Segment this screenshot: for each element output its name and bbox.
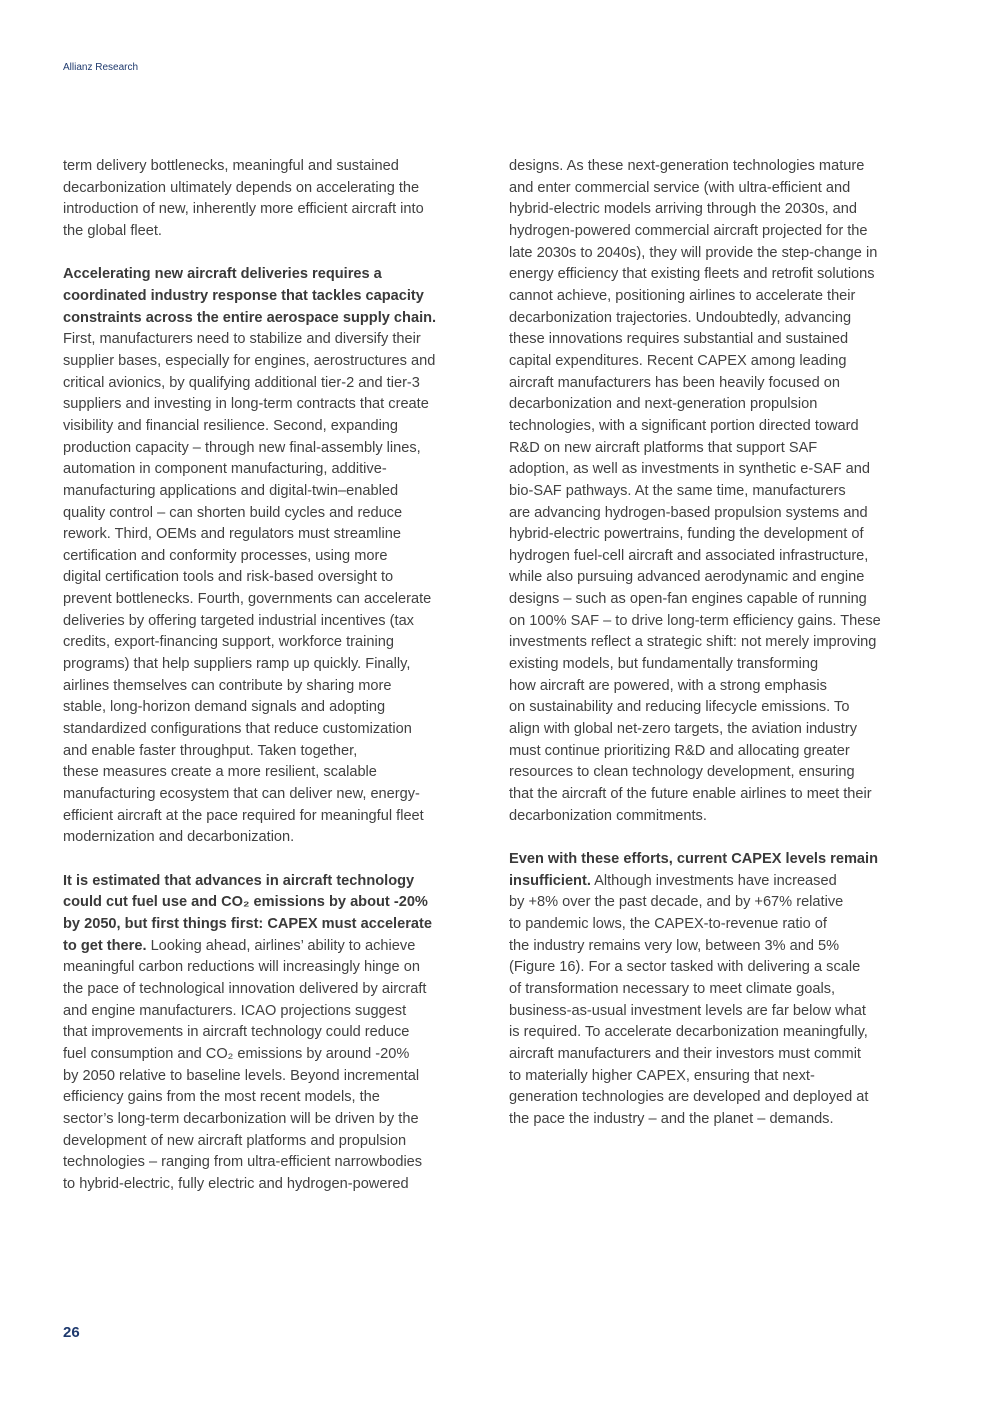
body-text: adoption, as well as investments in synthetic e-SAF and [509, 461, 870, 478]
text-line [509, 438, 929, 460]
text-line [509, 892, 929, 914]
bold-lead-text: Accelerating new aircraft deliveries requires a [63, 266, 382, 283]
text-line [509, 178, 929, 200]
body-text: investments reflect a strategic shift: not merely improving [509, 634, 877, 651]
body-text: suppliers and investing in long-term contracts that create [63, 396, 429, 413]
body-text: Looking ahead, airlines’ ability to achieve [146, 937, 416, 954]
text-line [509, 957, 929, 979]
text-line [63, 524, 483, 546]
text-line [509, 676, 929, 698]
body-text: while also pursuing advanced aerodynamic and engine [509, 569, 865, 586]
body-text: the pace the industry – and the planet – demands. [509, 1110, 834, 1127]
body-text: deliveries by offering targeted industrial incentives (tax [63, 612, 414, 629]
body-text: visibility and financial resilience. Second, expanding [63, 417, 399, 434]
text-line [63, 1152, 483, 1174]
body-text: are advancing hydrogen-based propulsion systems and [509, 504, 868, 521]
text-line [63, 697, 483, 719]
body-text: and enable faster throughput. Taken together, [63, 742, 358, 759]
text-line [63, 762, 483, 784]
body-text: rework. Third, OEMs and regulators must streamline [63, 526, 401, 543]
text-line [509, 1109, 929, 1131]
body-text: technologies – ranging from ultra-efficient narrowbodies [63, 1154, 423, 1171]
body-text: to materially higher CAPEX, ensuring that next- [509, 1067, 815, 1084]
text-line [509, 481, 929, 503]
body-text: align with global net-zero targets, the aviation industry [509, 721, 858, 738]
body-text: energy efficiency that existing fleets and retrofit solutions [509, 266, 875, 283]
body-text: designs – such as open-fan engines capable of running [509, 591, 867, 608]
text-line [63, 936, 483, 958]
body-text: generation technologies are developed and deployed at [509, 1089, 869, 1106]
body-text: programs) that help suppliers ramp up quickly. Finally, [63, 656, 411, 673]
body-text: digital certification tools and risk-based oversight to [63, 569, 394, 586]
body-text: technologies, with a significant portion directed toward [509, 417, 859, 434]
left-column [63, 156, 483, 1196]
text-line [509, 1044, 929, 1066]
text-line [63, 589, 483, 611]
text-line [63, 957, 483, 979]
text-line [63, 1022, 483, 1044]
body-text: stable, long-horizon demand signals and adopting [63, 699, 386, 716]
body-text: the industry remains very low, between 3% and 5% [509, 937, 840, 954]
body-text: R&D on new aircraft platforms that support SAF [509, 439, 818, 456]
body-text: decarbonization ultimately depends on accelerating the [63, 179, 420, 196]
text-line [63, 481, 483, 503]
body-text: resources to clean technology development, ensuring [509, 764, 855, 781]
text-line [509, 654, 929, 676]
text-line [63, 459, 483, 481]
body-text: by +8% over the past decade, and by +67% relative [509, 894, 844, 911]
body-text: manufacturing ecosystem that can deliver new, energy- [63, 786, 420, 803]
text-line [509, 546, 929, 568]
body-text: production capacity – through new final-assembly lines, [63, 439, 421, 456]
text-line [63, 784, 483, 806]
bold-lead-text: insufficient. [509, 872, 591, 889]
body-text: of transformation necessary to meet climate goals, [509, 980, 836, 997]
text-line [63, 1087, 483, 1109]
text-line [63, 1001, 483, 1023]
text-line [63, 611, 483, 633]
text-line [509, 914, 929, 936]
text-line [63, 892, 483, 914]
body-text: supplier bases, especially for engines, aerostructures and [63, 352, 436, 369]
text-line [509, 697, 929, 719]
text-line [509, 589, 929, 611]
body-text: hybrid-electric powertrains, funding the development of [509, 526, 864, 543]
text-line [509, 286, 929, 308]
text-line [63, 264, 483, 286]
body-text: aircraft manufacturers and their investors must commit [509, 1045, 861, 1062]
body-text: to hybrid-electric, fully electric and hydrogen-powered [63, 1175, 409, 1192]
right-column [509, 156, 929, 1131]
text-line [509, 416, 929, 438]
text-line [63, 351, 483, 373]
body-text: bio-SAF pathways. At the same time, manufacturers [509, 482, 846, 499]
text-line [63, 199, 483, 221]
body-text: fuel consumption and CO₂ emissions by around -20% [63, 1045, 410, 1062]
body-text: decarbonization trajectories. Undoubtedly, advancing [509, 309, 852, 326]
body-text: how aircraft are powered, with a strong emphasis [509, 677, 827, 694]
text-line [63, 503, 483, 525]
body-text: decarbonization and next-generation propulsion [509, 396, 818, 413]
text-line [63, 676, 483, 698]
body-text: decarbonization commitments. [509, 807, 707, 824]
body-text: designs. As these next-generation technologies mature [509, 158, 865, 174]
body-text: sector’s long-term decarbonization will be driven by the [63, 1110, 419, 1127]
body-text: that improvements in aircraft technology could reduce [63, 1024, 410, 1041]
text-line [63, 1174, 483, 1196]
text-line [509, 1087, 929, 1109]
text-line [509, 849, 929, 871]
bold-lead-text: constraints across the entire aerospace supply chain. [63, 309, 437, 326]
body-text: and enter commercial service (with ultra-efficient and [509, 179, 851, 196]
body-text: hydrogen fuel-cell aircraft and associated infrastructure, [509, 547, 869, 564]
body-text: modernization and decarbonization. [63, 829, 295, 846]
text-line [63, 1131, 483, 1153]
text-line [63, 741, 483, 763]
text-line [509, 936, 929, 958]
body-text: by 2050 relative to baseline levels. Beyond incremental [63, 1067, 420, 1084]
text-line [63, 806, 483, 828]
text-line [509, 741, 929, 763]
text-line [63, 329, 483, 351]
text-line [509, 806, 929, 828]
text-line [509, 719, 929, 741]
body-text: efficiency gains from the most recent models, the [63, 1089, 380, 1106]
body-text: that the aircraft of the future enable airlines to meet their [509, 786, 872, 803]
text-line [509, 979, 929, 1001]
body-text: the pace of technological innovation delivered by aircraft [63, 980, 427, 997]
body-text: to pandemic lows, the CAPEX-to-revenue ratio of [509, 915, 827, 932]
body-text: is required. To accelerate decarbonization meaningfully, [509, 1024, 868, 1041]
body-text: meaningful carbon reductions will increasingly hinge on [63, 959, 420, 976]
body-text: must continue prioritizing R&D and allocating greater [509, 742, 850, 759]
text-line [63, 979, 483, 1001]
body-text: and engine manufacturers. ICAO projections suggest [63, 1002, 407, 1019]
text-line [63, 871, 483, 893]
text-line [509, 243, 929, 265]
text-line [509, 827, 929, 849]
text-line [509, 373, 929, 395]
running-header: Allianz Research [63, 62, 139, 73]
page-number: 26 [63, 1324, 80, 1341]
body-text: capital expenditures. Recent CAPEX among leading [509, 352, 847, 369]
text-line [509, 1066, 929, 1088]
text-line [509, 1022, 929, 1044]
text-line [509, 784, 929, 806]
body-text: aircraft manufacturers has been heavily focused on [509, 374, 840, 391]
body-text: late 2030s to 2040s), they will provide the step-change in [509, 244, 878, 261]
text-line [63, 827, 483, 849]
body-text: these measures create a more resilient, scalable [63, 764, 377, 781]
body-text: critical avionics, by qualifying additional tier-2 and tier-3 [63, 374, 420, 391]
body-text: airlines themselves can contribute by sharing more [63, 677, 392, 694]
body-text: (Figure 16). For a sector tasked with delivering a scale [509, 959, 861, 976]
text-line [509, 308, 929, 330]
text-line [63, 394, 483, 416]
text-line [509, 762, 929, 784]
text-line [63, 1066, 483, 1088]
text-line [63, 654, 483, 676]
text-line [509, 632, 929, 654]
body-text: these innovations requires substantial and sustained [509, 331, 849, 348]
text-line [509, 503, 929, 525]
body-text: manufacturing applications and digital-twin–enabled [63, 482, 399, 499]
bold-lead-text: Even with these efforts, current CAPEX levels remain [509, 851, 879, 867]
body-text: introduction of new, inherently more efficient aircraft into [63, 201, 424, 218]
text-line [509, 351, 929, 373]
body-text: the global fleet. [63, 222, 162, 239]
text-line [63, 156, 483, 178]
body-text: First, manufacturers need to stabilize and diversify their [63, 331, 421, 348]
body-text: business-as-usual investment levels are far below what [509, 1002, 866, 1019]
body-text: credits, export-financing support, workforce training [63, 634, 394, 651]
body-text: Although investments have increased [590, 872, 837, 889]
text-line [509, 611, 929, 633]
body-text: hydrogen-powered commercial aircraft projected for the [509, 222, 868, 239]
text-line [63, 178, 483, 200]
text-line [63, 546, 483, 568]
body-text: automation in component manufacturing, additive- [63, 461, 387, 478]
body-text: prevent bottlenecks. Fourth, governments can accelerate [63, 591, 432, 608]
text-line [509, 221, 929, 243]
text-line [63, 286, 483, 308]
body-text: development of new aircraft platforms and propulsion [63, 1132, 407, 1149]
text-line [509, 459, 929, 481]
text-line [63, 719, 483, 741]
bold-lead-text: by 2050, but first things first: CAPEX must accelerate [63, 915, 433, 932]
body-text: quality control – can shorten build cycles and reduce [63, 504, 403, 521]
text-line [63, 416, 483, 438]
bold-lead-text: It is estimated that advances in aircraft technology [63, 872, 415, 889]
body-text: on sustainability and reducing lifecycle emissions. To [509, 699, 850, 716]
text-line [63, 567, 483, 589]
text-line [509, 871, 929, 893]
text-line [63, 221, 483, 243]
body-text: hybrid-electric models arriving through the 2030s, and [509, 201, 858, 218]
text-line [63, 1109, 483, 1131]
text-line [63, 308, 483, 330]
text-line [63, 243, 483, 265]
body-text: cannot achieve, positioning airlines to accelerate their [509, 287, 856, 304]
text-line [63, 438, 483, 460]
text-line [509, 199, 929, 221]
text-line [509, 567, 929, 589]
text-line [63, 1044, 483, 1066]
text-line [509, 156, 929, 178]
bold-lead-text: coordinated industry response that tackles capacity [63, 287, 424, 304]
text-line [63, 373, 483, 395]
body-text: on 100% SAF – to drive long-term efficiency gains. These [509, 612, 881, 629]
body-text: standardized configurations that reduce customization [63, 721, 412, 738]
body-text: term delivery bottlenecks, meaningful and sustained [63, 158, 399, 174]
bold-lead-text: could cut fuel use and CO₂ emissions by about -20% [63, 894, 428, 911]
body-text: certification and conformity processes, using more [63, 547, 388, 564]
text-line [509, 1001, 929, 1023]
body-text: efficient aircraft at the pace required for meaningful fleet [63, 807, 424, 824]
text-line [509, 264, 929, 286]
text-line [509, 394, 929, 416]
text-line [63, 914, 483, 936]
text-line [63, 849, 483, 871]
text-line [509, 329, 929, 351]
bold-lead-text: to get there. [63, 937, 147, 954]
body-text: existing models, but fundamentally transforming [509, 656, 819, 673]
text-line [63, 632, 483, 654]
text-line [509, 524, 929, 546]
